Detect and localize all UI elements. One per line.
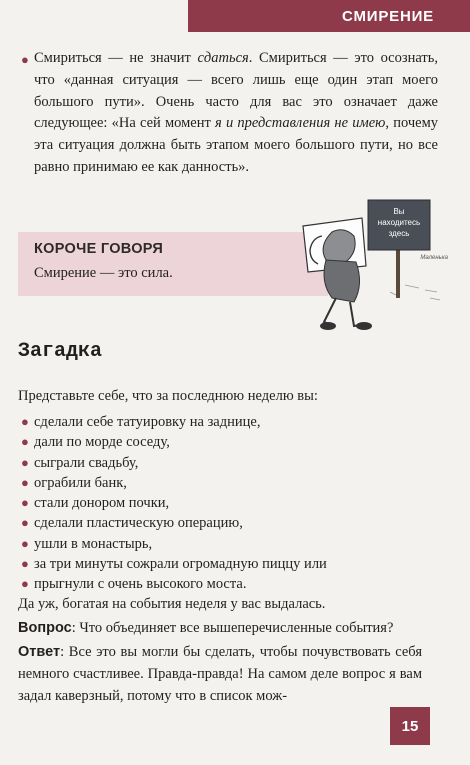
list-item-text: сделали пластическую операцию, [34, 515, 243, 532]
question-label: Вопрос [18, 620, 72, 636]
summary-title: КОРОЧЕ ГОВОРЯ [34, 241, 164, 257]
list-item [21, 513, 327, 533]
cartoon-man-icon [303, 218, 372, 330]
sign-line-3: здесь [388, 229, 410, 238]
paragraph-italic: сдаться [197, 50, 249, 66]
paragraph-text: Смириться — не значит [34, 50, 198, 66]
list-item [21, 534, 327, 554]
answer-text: : Все это вы могли бы сделать, чтобы почувствовать себя немного счастливее. Правда-правда! На самом деле вопрос я вам задал каверзный, потому что в список мож- [18, 644, 422, 704]
list-item [21, 412, 327, 432]
list-item [21, 554, 327, 574]
paragraph-text: . Смириться — это осознать, что «данная ситуация — всего лишь еще один этап моего большого пути». Очень часто для вас это означает даже следующее: «На сей момент [34, 50, 438, 132]
page-number [390, 707, 430, 745]
answer-label: Ответ [18, 644, 61, 660]
bullet-dot-icon: ● [21, 414, 29, 429]
riddle-intro: Представьте себе, что за последнюю неделю вы: [18, 388, 318, 404]
bullet-dot-icon: ● [21, 434, 29, 450]
signpost-icon [368, 200, 430, 298]
list-item-text: стали донором почки, [34, 495, 170, 512]
riddle-title: Загадка [18, 340, 103, 363]
list-item-text: сыграли свадьбу, [34, 454, 139, 471]
list-item-text: прыгнули с очень высокого моста. [34, 576, 247, 593]
artist-signature: Маленька [420, 255, 448, 261]
bullet-paragraph [21, 48, 438, 179]
list-item-text: сделали себе татуировку на заднице, [34, 414, 261, 430]
section-header-tab [188, 0, 470, 32]
list-item [21, 473, 327, 493]
list-item [21, 432, 327, 452]
paragraph-text: , почему эта ситуация должна быть этапом моего большого пути, но все равно принимаю ее как данность». [34, 115, 438, 175]
page-number-text: 15 [401, 717, 419, 735]
bullet-dot-icon: ● [21, 576, 29, 592]
bullet-dot-icon: ● [21, 515, 29, 531]
bullet-dot-icon: ● [21, 556, 29, 572]
bullet-dot-icon: ● [21, 454, 29, 470]
bullet-dot-icon: ● [21, 474, 29, 490]
bullet-dot-icon: ● [21, 495, 29, 511]
list-item [21, 453, 327, 473]
you-are-here-illustration [270, 180, 460, 340]
list-item-text: ограбили банк, [34, 474, 127, 491]
list-item [21, 493, 327, 513]
bullet-dot-icon: ● [21, 52, 29, 67]
bullet-dot-icon: ● [21, 535, 29, 551]
list-item-text: дали по морде соседу, [34, 434, 170, 451]
summary-text: Смирение — это сила. [34, 265, 173, 281]
riddle-question [18, 620, 422, 637]
paragraph-italic: я и представления не имею [215, 115, 386, 132]
sign-line-2: находитесь [377, 218, 421, 227]
list-item-text: за три минуты сожрали огромадную пиццу или [34, 556, 327, 573]
list-item-text: ушли в монастырь, [34, 535, 153, 552]
riddle-answer [18, 642, 422, 707]
question-text: : Что объединяет все вышеперечисленные события? [71, 620, 394, 636]
riddle-comment: Да уж, богатая на события неделя у вас выдалась. [18, 596, 326, 612]
sign-line-1: Вы [393, 207, 405, 216]
list-item [21, 574, 327, 594]
section-title: СМИРЕНИЕ [342, 7, 434, 25]
riddle-list [21, 412, 327, 595]
